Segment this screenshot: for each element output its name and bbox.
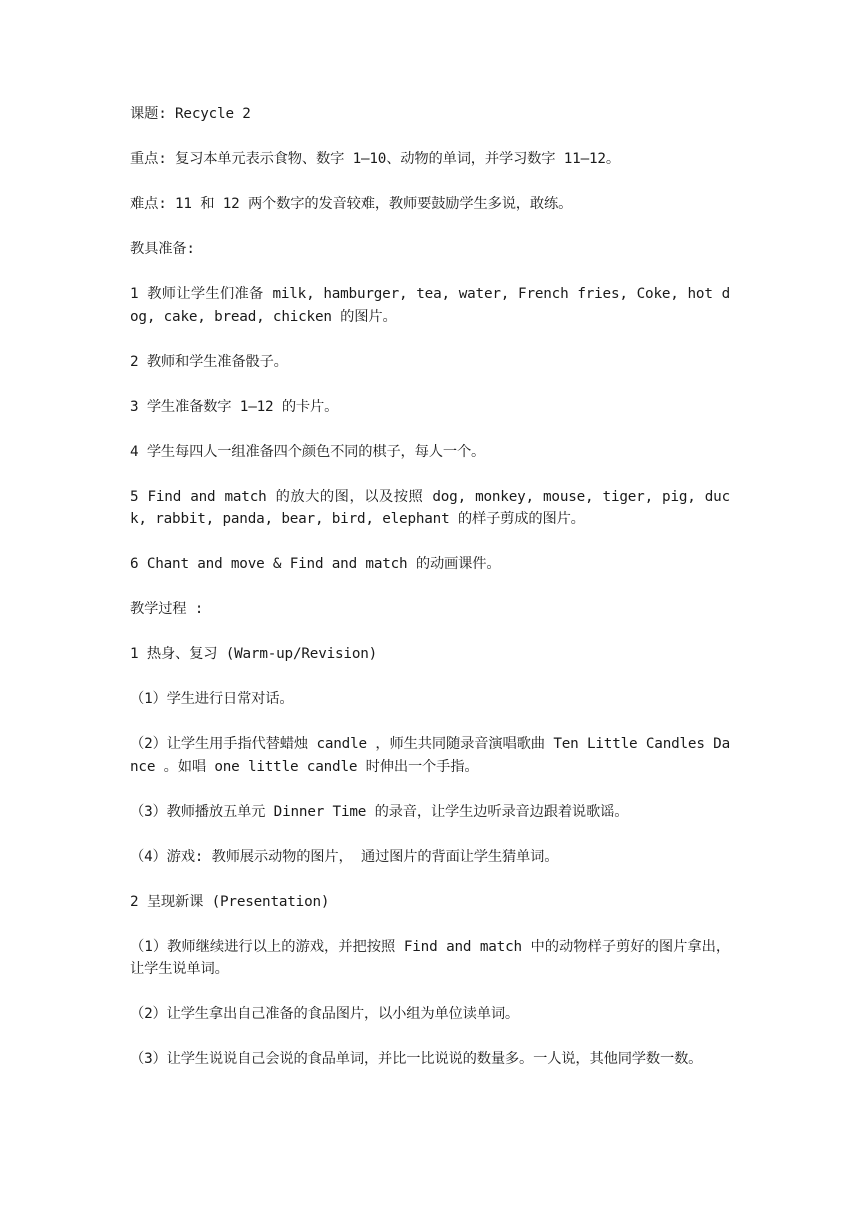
material-item-6: 6 Chant and move & Find and match 的动画课件。 [130,556,501,572]
material-item-4: 4 学生每四人一组准备四个颜色不同的棋子，每人一个。 [130,443,486,460]
step-1-item-4: （4）游戏: 教师展示动物的图片， 通过图片的背面让学生猜单词。 [130,848,559,865]
step-1-item-2: （2）让学生用手指代替蜡烛 candle ，师生共同随录音演唱歌曲 Ten Little Candles Dance 。如唱 one little candle 时伸出一个手指。 [130,736,730,775]
materials-heading: 教具准备: [130,241,195,257]
step-2-heading: 2 呈现新课 (Presentation) [130,893,330,910]
procedure-heading: 教学过程 : [130,601,204,617]
step-1-item-1: （1）学生进行日常对话。 [130,691,294,707]
step-2-item-3: （3）让学生说说自己会说的食品单词，并比一比说说的数量多。一人说，其他同学数一数。 [130,1051,703,1067]
difficult-points: 难点: 11 和 12 两个数字的发音较难，教师要鼓励学生多说，敢练。 [130,196,573,212]
material-item-5: 5 Find and match 的放大的图，以及按照 dog, monkey, mouse, tiger, pig, duck, rabbit, panda, bear, bird, elephant 的样子剪成的图片。 [130,488,730,527]
step-1-heading: 1 热身、复习 (Warm-up/Revision) [130,646,378,662]
step-1-item-3: （3）教师播放五单元 Dinner Time 的录音，让学生边听录音边跟着说歌谣。 [130,803,629,820]
material-item-3: 3 学生准备数字 1—12 的卡片。 [130,398,339,415]
material-item-1: 1 教师让学生们准备 milk, hamburger, tea, water, French fries, Coke, hot dog, cake, bread, chicken 的图片。 [130,286,730,325]
key-points: 重点: 复习本单元表示食物、数字 1—10、动物的单词，并学习数字 11—12。 [130,151,620,167]
document-body [130,103,730,1093]
step-2-item-2: （2）让学生拿出自己准备的食品图片，以小组为单位读单词。 [130,1006,520,1022]
step-2-item-1: （1）教师继续进行以上的游戏，并把按照 Find and match 中的动物样子剪好的图片拿出，让学生说单词。 [130,938,730,977]
material-item-2: 2 教师和学生准备骰子。 [130,353,288,370]
lesson-title: 课题: Recycle 2 [130,106,251,122]
